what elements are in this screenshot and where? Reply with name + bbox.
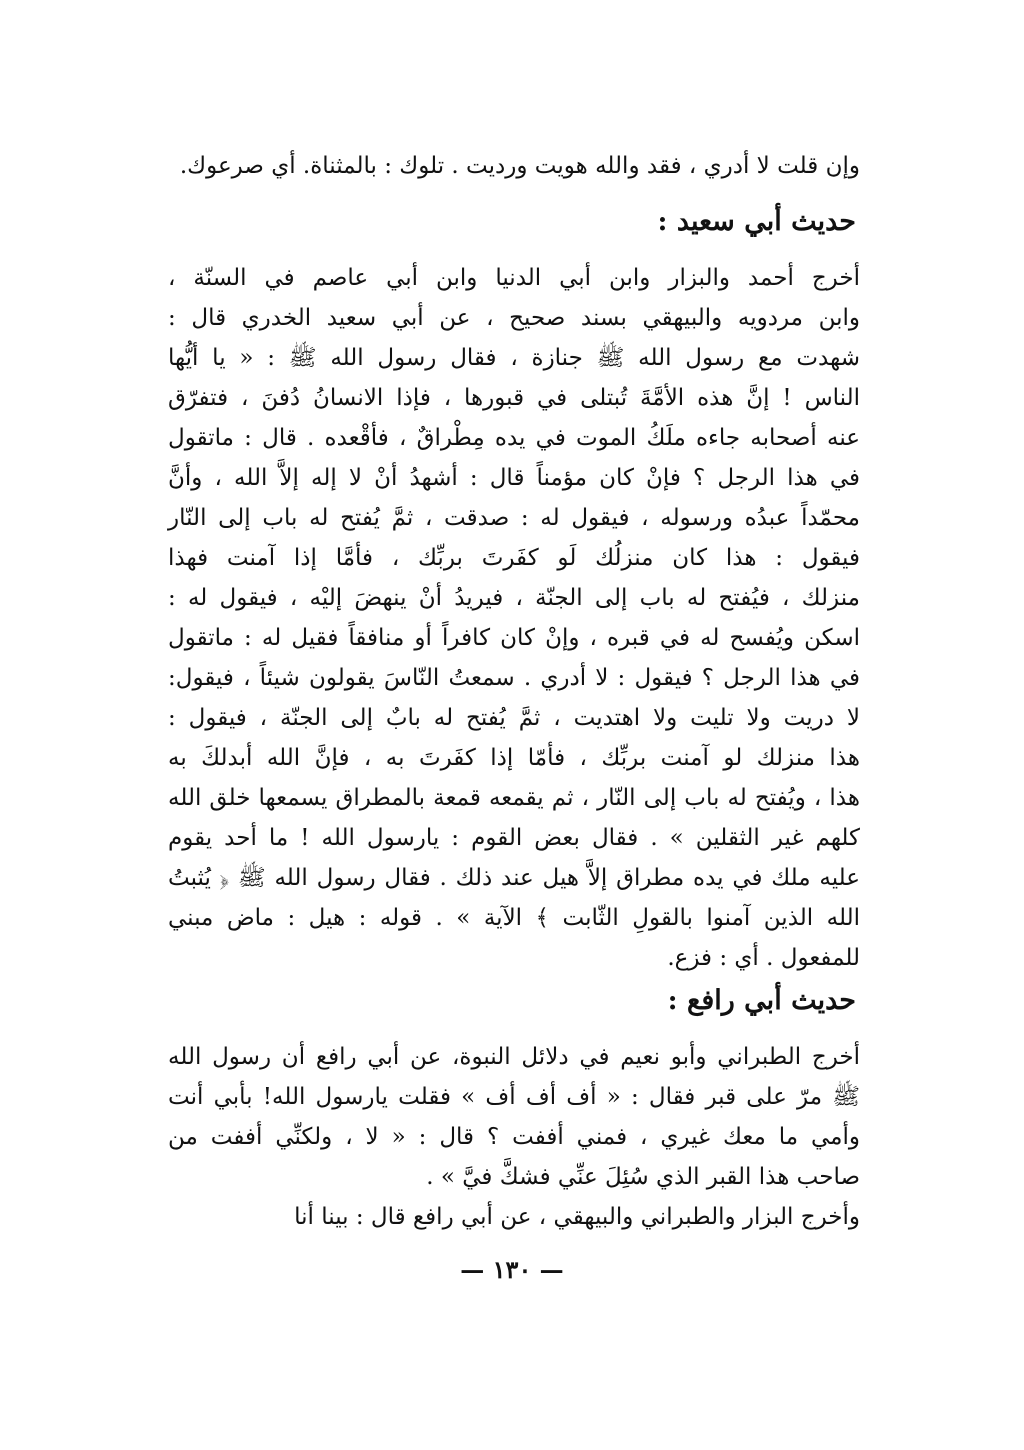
top-line: وإن قلت لا أدري ، فقد والله هويت ورديت . تلوك : بالمثناة. أي صرعوك. [179, 153, 860, 179]
text-line: في هذا الرجل ؟ فإنْ كان مؤمناً قال : أشهدُ أنْ لا إله إلاَّ الله ، وأنَّ [168, 465, 860, 491]
text-line: للمفعول . أي : فزع. [667, 945, 860, 971]
text-line: منزلك ، فيُفتح له باب إلى الجنّة ، فيريدُ أنْ ينهضَ إليْه ، فيقول له : [168, 585, 860, 611]
text-line: محمّداً عبدُه ورسوله ، فيقول له : صدقت ، ثمَّ يُفتح له باب إلى النّار [168, 505, 860, 531]
text-line: أخرج أحمد والبزار وابن أبي الدنيا وابن أبي عاصم في السنّة ، [168, 265, 860, 291]
text-line: هذا منزلك لو آمنت بربِّك ، فأمّا إذا كفَرتَ به ، فإنَّ الله أبدلكَ به [168, 745, 860, 771]
text-line: وابن مردويه والبيهقي بسند صحيح ، عن أبي سعيد الخدري قال : [168, 305, 860, 331]
section-body-abu-rafi [168, 1037, 860, 1197]
section-heading-abu-rafi: حديث أبي رافع : [667, 985, 856, 1016]
text-line: شهدت مع رسول الله ﷺ جنازة ، فقال رسول الله ﷺ : « يا أيُّها [168, 345, 860, 371]
page-number: — ١٣٠ — [460, 1255, 564, 1284]
text-line: صاحب هذا القبر الذي سُئِلَ عنِّي فشكَّ فيَّ » . [426, 1164, 860, 1190]
text-line: الناس ! إنَّ هذه الأمَّةَ تُبتلى في قبورها ، فإذا الانسانُ دُفنَ ، فتفرّق [168, 385, 860, 411]
text-line: فيقول : هذا كان منزلُك لَو كفَرتَ بربِّك ، فأمَّا إذا آمنت فهذا [168, 545, 860, 571]
text-line: ﷺ مرّ على قبر فقال : « أف أف أف » فقلت يارسول الله! بأبي أنت [168, 1084, 860, 1110]
text-line: وأمي ما معك غيري ، فمني أففت ؟ قال : « لا ، ولكنِّي أففت من [168, 1124, 860, 1150]
text-line: عنه أصحابه جاءه ملَكُ الموت في يده مِطْراقٌ ، فأقْعده . قال : ماتقول [168, 425, 860, 451]
trailing-paragraph [168, 1197, 860, 1237]
section-heading-abu-said: حديث أبي سعيد : [657, 206, 856, 237]
text-line: لا دريت ولا تليت ولا اهتديت ، ثمَّ يُفتح له بابٌ إلى الجنّة ، فيقول : [168, 705, 860, 731]
trailing-line: وأخرج البزار والطبراني والبيهقي ، عن أبي رافع قال : بينا أنا [294, 1204, 860, 1230]
top-line-block [168, 146, 860, 186]
text-line: كلهم غير الثقلين » . فقال بعض القوم : يارسول الله ! ما أحد يقوم [168, 825, 860, 851]
text-line: أخرج الطبراني وأبو نعيم في دلائل النبوة، عن أبي رافع أن رسول الله [168, 1044, 860, 1070]
text-line: في هذا الرجل ؟ فيقول : لا أدري . سمعتُ النّاسَ يقولون شيئاً ، فيقول: [168, 665, 860, 691]
text-line: عليه ملك في يده مطراق إلاَّ هيل عند ذلك . فقال رسول الله ﷺ ﴿ يُثبتُ [168, 865, 860, 891]
text-line: اسكن ويُفسح له في قبره ، وإنْ كان كافراً أو منافقاً فقيل له : ماتقول [168, 625, 860, 651]
section-body-abu-said [168, 258, 860, 978]
text-line: الله الذين آمنوا بالقولِ الثّابت ﴾ الآية » . قوله : هيل : ماض مبني [168, 905, 860, 931]
text-line: هذا ، ويُفتح له باب إلى النّار ، ثم يقمعه قمعة بالمطراق يسمعها خلق الله [168, 785, 860, 811]
